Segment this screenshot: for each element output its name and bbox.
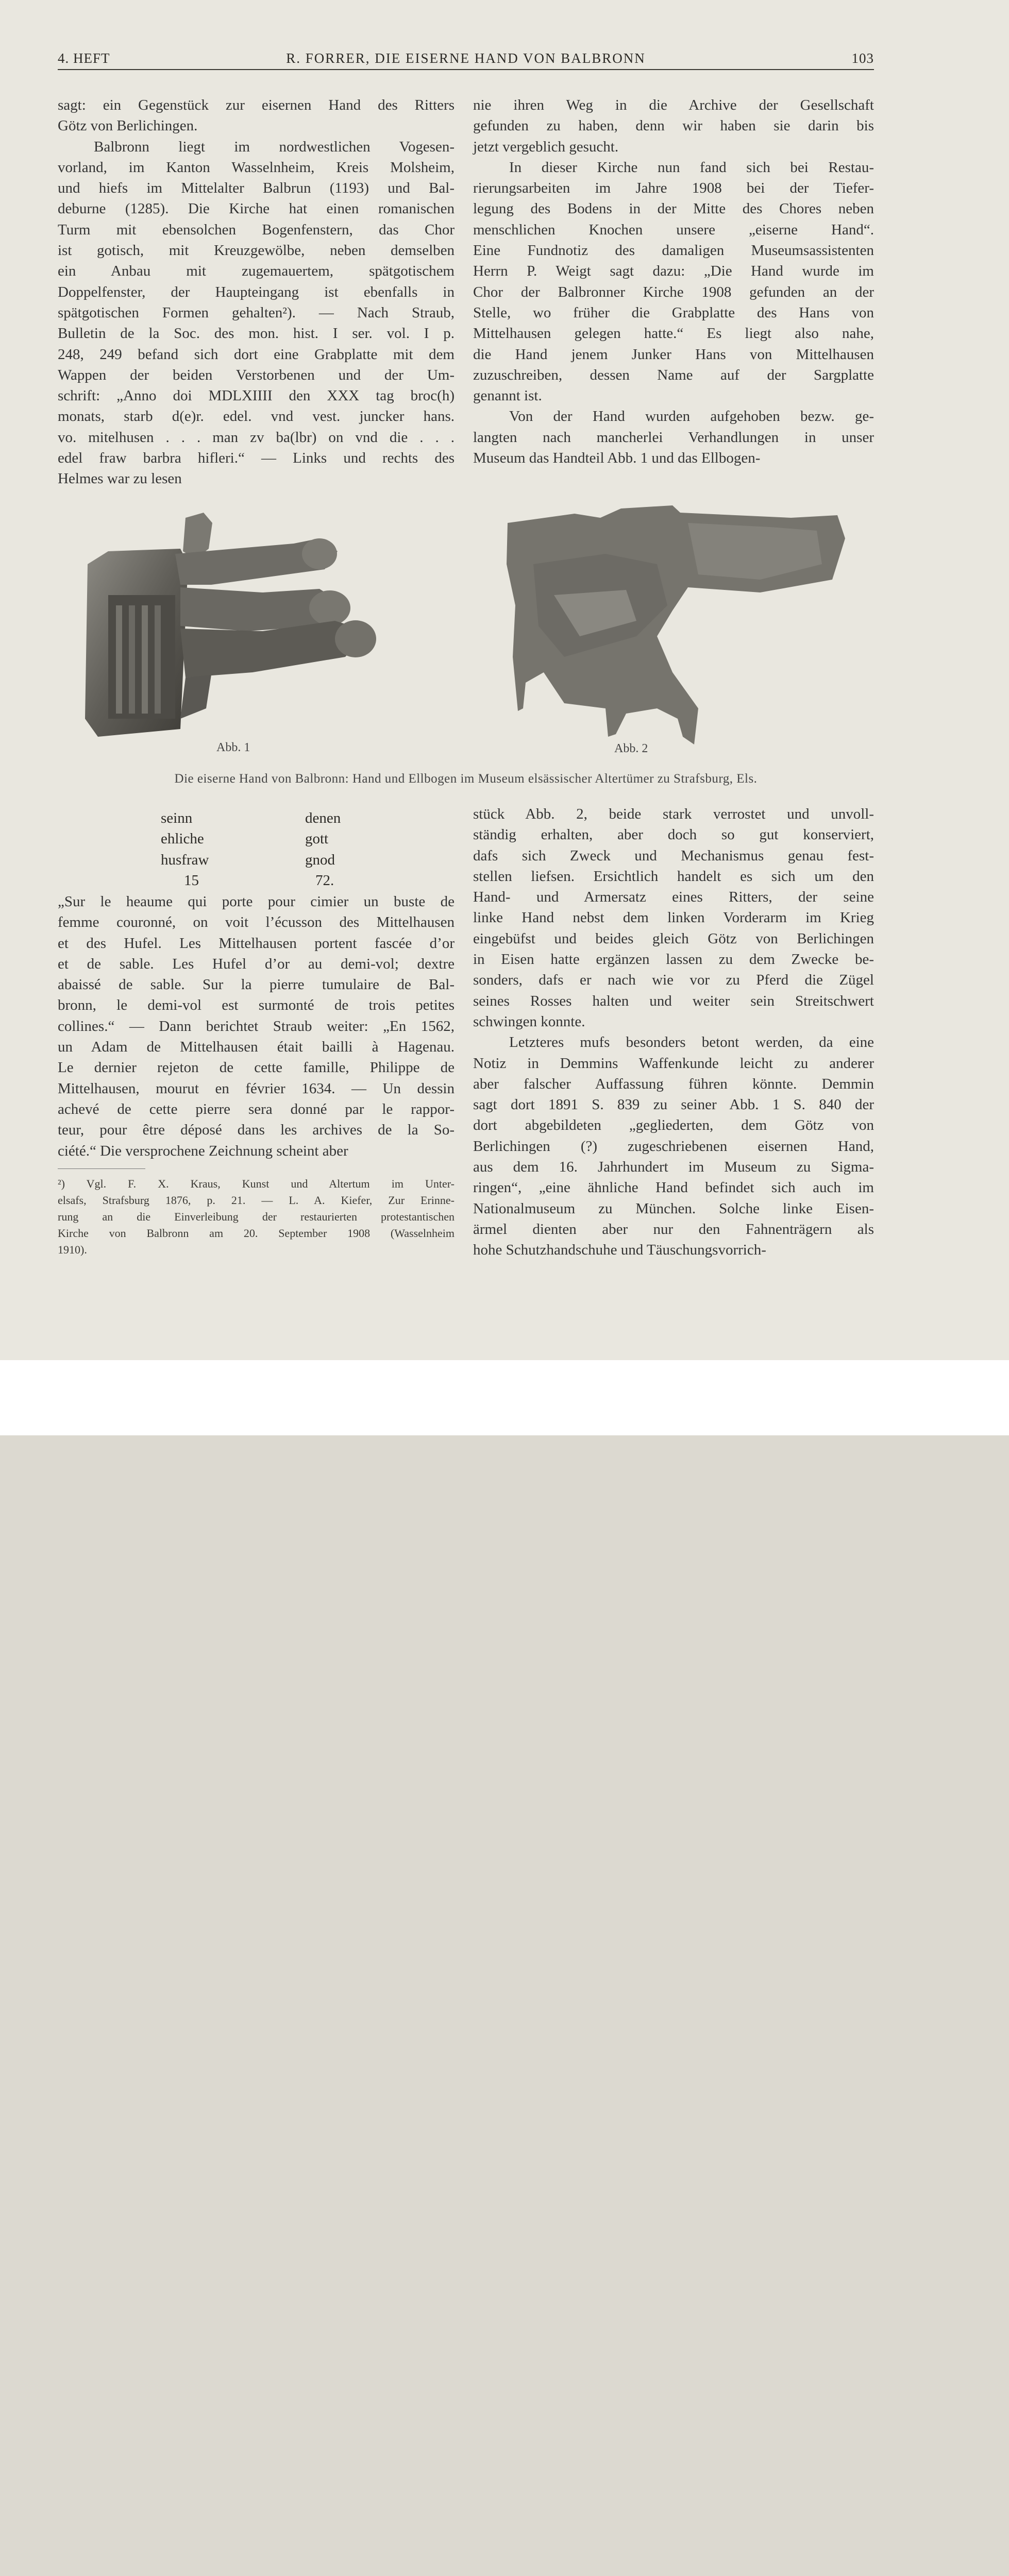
text-line: eingebüfst und beides gleich Götz von Berlichingen [473, 930, 874, 947]
text-line: Mittelhausen gelegen hatte.“ Es liegt also nahe, [473, 325, 874, 342]
text-line: rung an die Einverleibung der restaurierten protestantischen [58, 1210, 455, 1223]
text-line: jetzt vergeblich gesucht. [473, 138, 619, 155]
text-line: schwingen konnte. [473, 1013, 585, 1030]
verse-word: ehliche [161, 831, 204, 848]
verse-line [58, 808, 455, 828]
footnote [58, 1176, 455, 1258]
right-column-bottom [473, 804, 874, 1261]
text-line: ringen“, „eine ähnliche Hand befindet sich auch im [473, 1179, 874, 1196]
text-line: stück Abb. 2, beide stark verrostet und unvoll- [473, 806, 874, 822]
text-line: In dieser Kirche nun fand sich bei Restau- [509, 159, 874, 176]
verse-word: denen [305, 810, 341, 826]
verse-word: husfraw [161, 851, 209, 868]
text-line: seines Rosses halten und weiter sein Streitschwert [473, 992, 874, 1009]
footnote-rule [58, 1168, 145, 1169]
text-line: aus dem 16. Jahrhundert im Museum zu Sigma- [473, 1159, 874, 1176]
left-column-bottom [58, 891, 455, 1161]
text-line: deburne (1285). Die Kirche hat einen romanischen [58, 200, 455, 217]
text-line: ist gotisch, mit Kreuzgewölbe, neben demselben [58, 242, 455, 259]
text-line: Museum das Handteil Abb. 1 und das Ellbogen- [473, 450, 761, 467]
verse-line [58, 828, 455, 849]
text-line: zuzuschreiben, dessen Name auf der Sargplatte [473, 366, 874, 383]
text-line: und hiefs im Mittelalter Balbrun (1193) und Bal- [58, 180, 455, 197]
text-line: aber falscher Auffassung führen könnte. Demmin [473, 1075, 874, 1092]
verse-word: seinn [161, 810, 193, 826]
text-line: dafs sich Zweck und Mechanismus genau fest- [473, 847, 874, 864]
text-line: monats, starb d(e)r. edel. vnd vest. juncker hans. [58, 408, 455, 425]
text-line: abaissé de sable. Sur la pierre tumulaire de Bal- [58, 976, 455, 993]
figure-1-label: Abb. 1 [216, 741, 250, 754]
text-line: die Hand jenem Junker Hans von Mittelhausen [473, 346, 874, 363]
text-line: in Eisen hatte ergänzen lassen zu dem Zwecke be- [473, 951, 874, 968]
text-line: vorland, im Kanton Wasselnheim, Kreis Molsheim, [58, 159, 455, 176]
text-line: Turm mit ebensolchen Bogenfenstern, das Chor [58, 221, 455, 238]
figure-caption: Die eiserne Hand von Balbronn: Hand und Ellbogen im Museum elsässischer Altertümer zu Strafsburg, Els. [174, 772, 758, 786]
verse-line [58, 850, 455, 870]
text-line: ciété.“ Die versprochene Zeichnung scheint aber [58, 1142, 348, 1159]
verse-word: 15 [184, 872, 199, 889]
text-line: Le dernier rejeton de cette famille, Philippe de [58, 1059, 455, 1076]
text-line: sagt dort 1891 S. 839 zu seiner Abb. 1 S. 840 der [473, 1096, 874, 1113]
verse-line [58, 870, 455, 891]
text-line: Nationalmuseum zu München. Solche linke Eisen- [473, 1200, 874, 1217]
text-line: Von der Hand wurden aufgehoben bezw. ge- [509, 408, 874, 425]
text-line: vo. mitelhusen . . . man zv ba(lbr) on vnd die . . . [58, 429, 455, 446]
text-line: Notiz in Demmins Waffenkunde leicht zu anderer [473, 1055, 874, 1072]
text-line: teur, pour être déposé dans les archives de la So- [58, 1122, 455, 1139]
text-line: edel fraw barbra hifleri.“ — Links und rechts des [58, 450, 455, 467]
verse-word: 72. [315, 872, 334, 889]
text-line: hohe Schutzhandschuhe und Täuschungsvorrich- [473, 1242, 766, 1259]
page-number: 103 [851, 50, 874, 66]
text-line: legung des Bodens in der Mitte des Chores neben [473, 200, 874, 217]
article-title: R. FORRER, DIE EISERNE HAND VON BALBRONN [286, 50, 646, 66]
text-line: Wappen der beiden Verstorbenen und der Um- [58, 366, 455, 383]
iron-elbow-photo [502, 502, 853, 747]
text-line: nie ihren Weg in die Archive der Gesellschaft [473, 97, 874, 113]
text-line: stellen liefsen. Ersichtlich handelt es sich um den [473, 868, 874, 885]
iron-hand-photo [77, 502, 448, 739]
text-line: bronn, le demi-vol est surmonté de trois petites [58, 997, 455, 1014]
text-line: achevé de cette pierre sera donné par le rappor- [58, 1100, 455, 1117]
text-line: et des Hufel. Les Mittelhausen portent fascée d’or [58, 935, 455, 952]
text-line: Götz von Berlichingen. [58, 117, 198, 134]
text-line: spätgotischen Formen gehalten²). — Nach Straub, [58, 304, 455, 321]
header-rule [58, 69, 874, 70]
text-line: linke Hand nebst dem linken Vorderarm im Krieg [473, 909, 874, 926]
text-line: Kirche von Balbronn am 20. September 1908 (Wasselnheim [58, 1227, 455, 1240]
footer-bar [0, 1360, 1009, 1435]
inscription-verse [58, 808, 455, 891]
text-line: dort abgebildeten „gegliederten, dem Götz von [473, 1117, 874, 1134]
text-line: Hand- und Armersatz eines Ritters, der seine [473, 889, 874, 906]
text-line: un Adam de Mittelhausen était bailli à Hagenau. [58, 1039, 455, 1056]
text-line: Chor der Balbronner Kirche 1908 gefunden an der [473, 283, 874, 300]
text-line: Mittelhausen, mourut en février 1634. — Un dessin [58, 1080, 455, 1097]
text-line: Bulletin de la Soc. des mon. hist. I ser. vol. I p. [58, 325, 455, 342]
right-column-top [473, 95, 874, 468]
text-line: Letzteres mufs besonders betont werden, da eine [509, 1034, 874, 1051]
text-line: menschlichen Knochen unsere „eiserne Hand“. [473, 221, 874, 238]
text-line: 248, 249 befand sich dort eine Grabplatte mit dem [58, 346, 455, 363]
text-line: Berlichingen (?) zugeschriebenen eisernen Hand, [473, 1138, 874, 1155]
text-line: Balbronn liegt im nordwestlichen Vogesen- [94, 138, 455, 155]
text-line: Eine Fundnotiz des damaligen Museumsassistenten [473, 242, 874, 259]
text-line: collines.“ — Dann berichtet Straub weiter: „En 1562, [58, 1018, 455, 1035]
text-line: Doppelfenster, der Haupteingang ist ebenfalls in [58, 283, 455, 300]
text-line: Helmes war zu lesen [58, 470, 182, 487]
text-line: genannt ist. [473, 387, 542, 404]
text-line: „Sur le heaume qui porte pour cimier un buste de [58, 893, 455, 910]
text-line: sagt: ein Gegenstück zur eisernen Hand des Ritters [58, 97, 455, 113]
text-line: ständig erhalten, aber doch so gut konserviert, [473, 826, 874, 843]
running-header [58, 47, 874, 70]
text-line: Stelle, wo früher die Grabplatte des Hans von [473, 304, 874, 321]
text-line: rierungsarbeiten im Jahre 1908 bei der Tiefer- [473, 180, 874, 197]
verse-word: gott [305, 831, 329, 848]
text-line: langten nach mancherlei Verhandlungen in unser [473, 429, 874, 446]
text-line: ärmel dienten aber nur den Fahnenträgern als [473, 1221, 874, 1238]
text-line: schrift: „Anno doi MDLXIIII den XXX tag broc(h) [58, 387, 455, 404]
text-line: gefunden zu haben, denn wir haben sie darin bis [473, 117, 874, 134]
text-line: femme couronné, on voit l’écusson des Mittelhausen [58, 914, 455, 931]
text-line: 1910). [58, 1243, 87, 1256]
text-line: ein Anbau mit zugemauertem, spätgotischem [58, 263, 455, 280]
text-line: sonders, dafs er nach wie vor zu Pferd die Zügel [473, 972, 874, 989]
left-column-top [58, 95, 455, 489]
text-line: et de sable. Les Hufel d’or au demi-vol; dextre [58, 955, 455, 972]
verse-word: gnod [305, 851, 335, 868]
figure-2-label: Abb. 2 [614, 742, 648, 755]
issue-label: 4. HEFT [58, 50, 110, 66]
text-line: Herrn P. Weigt sagt dazu: „Die Hand wurde im [473, 263, 874, 280]
text-line: ²) Vgl. F. X. Kraus, Kunst und Altertum im Unter- [58, 1177, 455, 1190]
text-line: elsafs, Strafsburg 1876, p. 21. — L. A. Kiefer, Zur Erinne- [58, 1194, 455, 1207]
